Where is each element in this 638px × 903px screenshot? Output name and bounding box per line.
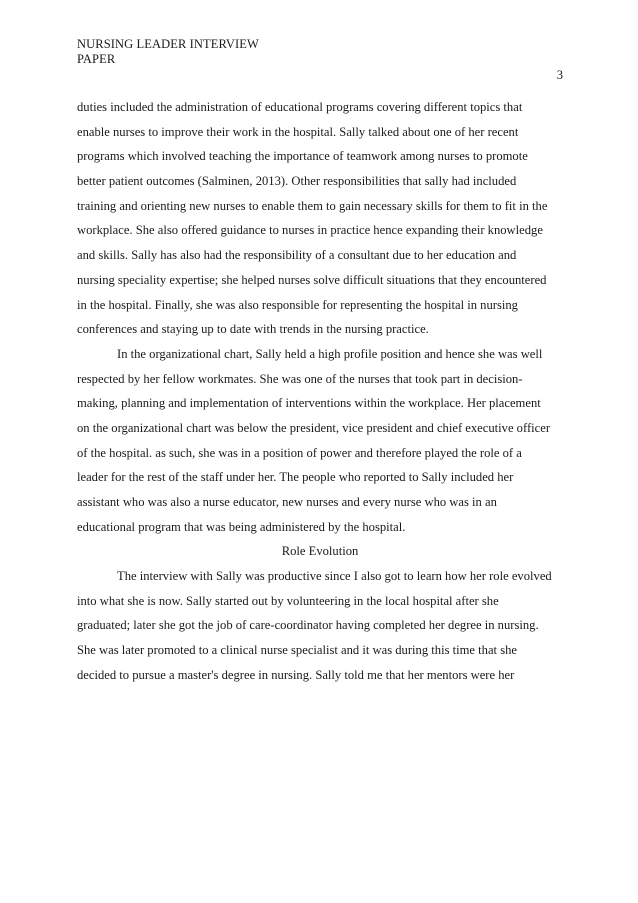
- section-heading: Role Evolution: [281, 544, 359, 559]
- text-line: in the hospital. Finally, she was also responsible for representing the hospital in nursing: [77, 297, 518, 312]
- text-line: assistant who was also a nurse educator, new nurses and every nurse who was in an: [77, 495, 497, 509]
- text-line: enable nurses to improve their work in the hospital. Sally talked about one of her recent: [77, 124, 519, 139]
- text-line: respected by her fellow workmates. She was one of the nurses that took part in decision-: [77, 371, 523, 386]
- text-line: into what she is now. Sally started out by volunteering in the local hospital after she: [77, 593, 499, 608]
- text-line: She was later promoted to a clinical nurse specialist and it was during this time that she: [77, 643, 517, 658]
- running-head-line-1: NURSING LEADER INTERVIEW: [77, 37, 259, 51]
- text-line: training and orienting new nurses to enable them to gain necessary skills for them to fit in the: [77, 198, 548, 213]
- text-line: The interview with Sally was productive since I also got to learn how her role evolved: [117, 569, 552, 584]
- running-head-line-2: PAPER: [77, 52, 116, 66]
- text-line: workplace. She also offered guidance to nurses in practice hence expanding their knowledge: [77, 223, 543, 238]
- text-line: making, planning and implementation of interventions within the workplace. Her placement: [77, 396, 541, 411]
- running-head: [77, 37, 259, 67]
- text-line: In the organizational chart, Sally held a high profile position and hence she was well: [117, 346, 543, 361]
- text-line: duties included the administration of educational programs covering different topics that: [77, 100, 523, 114]
- text-line: leader for the rest of the staff under her. The people who reported to Sally included her: [77, 470, 514, 485]
- text-line: of the hospital. as such, she was in a position of power and therefore played the role of a: [77, 445, 522, 460]
- page-number: 3: [556, 68, 563, 82]
- body-text: [77, 95, 563, 688]
- text-line: conferences and staying up to date with trends in the nursing practice.: [77, 322, 429, 337]
- text-line: graduated; later she got the job of care-coordinator having completed her degree in nursing.: [77, 618, 539, 633]
- text-line: educational program that was being administered by the hospital.: [77, 519, 406, 534]
- text-line: decided to pursue a master's degree in nursing. Sally told me that her mentors were her: [77, 667, 515, 682]
- text-line: programs which involved teaching the importance of teamwork among nurses to promote: [77, 149, 528, 164]
- text-line: better patient outcomes (Salminen, 2013). Other responsibilities that sally had included: [77, 174, 517, 189]
- text-line: nursing speciality expertise; she helped nurses solve difficult situations that they encountered: [77, 272, 547, 287]
- text-line: and skills. Sally has also had the responsibility of a consultant due to her education and: [77, 248, 517, 263]
- text-line: on the organizational chart was below the president, vice president and chief executive officer: [77, 420, 551, 435]
